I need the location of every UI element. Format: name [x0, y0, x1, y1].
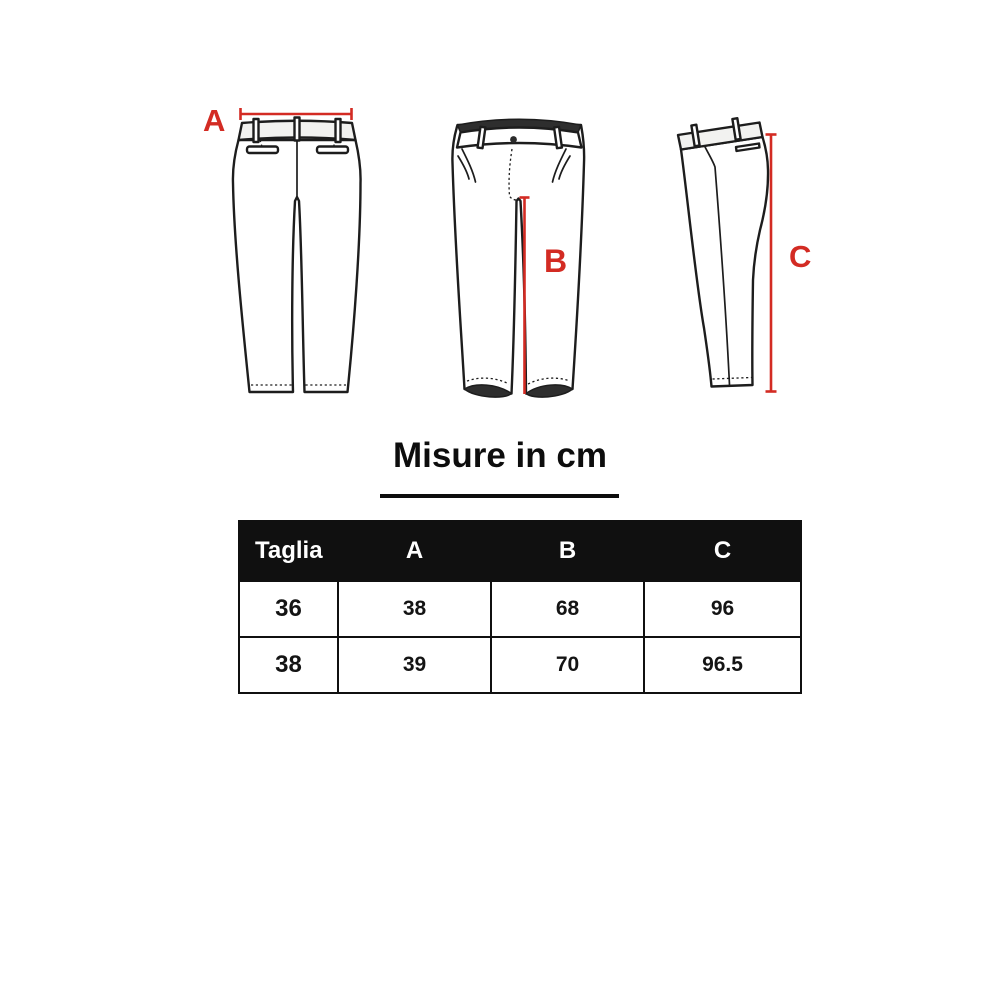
size-row-36 — [239, 581, 801, 637]
cell-c: 96 — [644, 581, 801, 637]
size-table — [238, 520, 802, 694]
header-c: C — [644, 521, 801, 581]
title-underline — [380, 494, 619, 498]
cell-b: 70 — [491, 637, 644, 693]
cell-c: 96.5 — [644, 637, 801, 693]
pants-front-view-drawing — [445, 83, 605, 413]
measure-label-c: C — [789, 239, 812, 274]
cell-taglia: 36 — [239, 581, 338, 637]
measure-label-a: A — [203, 103, 226, 138]
size-row-38 — [239, 637, 801, 693]
cell-a: 39 — [338, 637, 491, 693]
cell-a: 38 — [338, 581, 491, 637]
size-table-header-row — [239, 521, 801, 581]
measure-label-b: B — [544, 243, 568, 279]
cell-b: 68 — [491, 581, 644, 637]
header-a: A — [338, 521, 491, 581]
pants-back-view-drawing — [200, 83, 375, 413]
pants-side-view-drawing — [665, 83, 795, 413]
pants-side-body — [681, 137, 768, 387]
cell-taglia: 38 — [239, 637, 338, 693]
header-b: B — [491, 521, 644, 581]
waist-button — [510, 136, 517, 143]
page-title: Misure in cm — [393, 436, 607, 475]
header-taglia: Taglia — [239, 521, 338, 581]
